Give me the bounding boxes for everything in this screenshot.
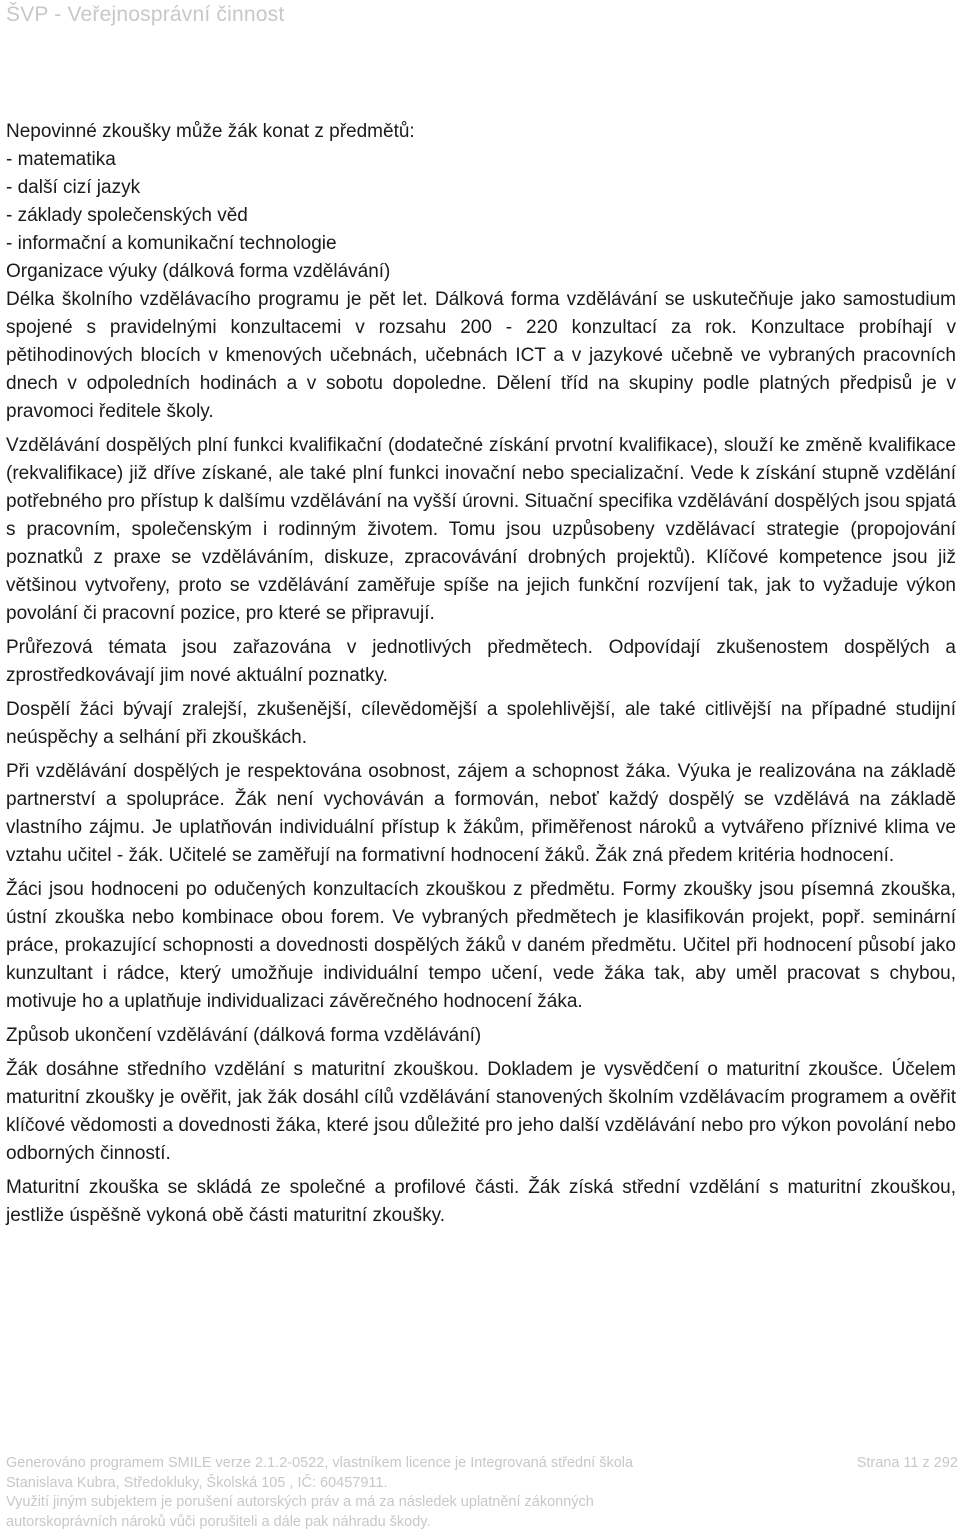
section-heading-completion: Způsob ukončení vzdělávání (dálková forma vzdělávání) — [6, 1025, 482, 1046]
paragraph-program-length: Délka školního vzdělávacího programu je pět let. Dálková forma vzdělávání se uskutečňuje jako samostudium spojené s pravidelnými konzultacemi v rozsahu 200 - 220 konzultací za rok. Konzultace probíhají v pětihodinových blocích v kmenových učebnách, učebnách ICT a v jazykové učebně ve vybraných pracovních dnech v odpoledních hodinách a v sobotu dopoledne. Dělení tříd na skupiny podle platných předpisů je v pravomoci ředitele školy. — [6, 289, 956, 422]
paragraph-exam-parts: Maturitní zkouška se skládá ze společné a profilové části. Žák získá střední vzdělání s maturitní zkouškou, jestliže úspěšně vykoná obě části maturitní zkoušky. — [6, 1177, 956, 1226]
footer-copyright-line: autorskoprávních nároků vůči porušiteli a dále pak náhradu škody. — [6, 1513, 431, 1530]
paragraph-cross-curricular: Průřezová témata jsou zařazována v jednotlivých předmětech. Odpovídají zkušenostem dospělých a zprostředkovávají jim nové aktuální poznatky. — [6, 637, 956, 686]
list-item-subject: - informační a komunikační technologie — [6, 233, 337, 254]
footer-generator-line: Generováno programem SMILE verze 2.1.2-0522, vlastníkem licence je Integrovaná střední škola — [6, 1455, 634, 1471]
list-item-subject: - matematika — [6, 149, 116, 170]
section-heading-organization: Organizace výuky (dálková forma vzdělávání) — [6, 261, 391, 282]
page-number: Strana 11 z 292 — [856, 1455, 958, 1471]
list-item-subject: - základy společenských věd — [6, 205, 248, 226]
document-footer — [6, 1454, 958, 1532]
paragraph-respect: Při vzdělávání dospělých je respektována osobnost, zájem a schopnost žáka. Výuka je realizována na základě partnerství a spolupráce. Žák není vychováván a formován, neboť každý dospělý se vzdělává na základě vlastního zájmu. Je uplatňován individuální přístup k žákům, přiměřenost nároků a vytvářeno příznivé klima ve vztahu učitel - žák. Učitelé se zaměřují na formativní hodnocení žáků. Žák zná předem kritéria hodnocení. — [6, 761, 956, 866]
paragraph-optional-exams: Nepovinné zkoušky může žák konat z předmětů: — [6, 121, 415, 142]
document-header-title: ŠVP - Veřejnosprávní činnost — [6, 3, 285, 26]
document-body — [6, 118, 956, 1230]
footer-copyright-line: Využití jiným subjektem je porušení autorských práv a má za následek uplatnění zákonných — [6, 1494, 594, 1510]
footer-school-line: Stanislava Kubra, Středokluky, Školská 105 , IČ: 60457911. — [6, 1474, 388, 1491]
paragraph-adult-education: Vzdělávání dospělých plní funkci kvalifikační (dodatečné získání prvotní kvalifikace), slouží ke změně kvalifikace (rekvalifikace) již dříve získané, ale také plní funkci inovační nebo specializační. Vede k získání stupně vzdělání potřebného pro přístup k dalšímu vzdělávání na vyšší úrovni. Situační specifika vzdělávání dospělých jsou spjatá s pracovním, společenským i rodinným životem. Tomu jsou uzpůsobeny vzdělávací strategie (propojování poznatků z praxe se vzděláváním, diskuze, zpracovávání drobných projektů). Klíčové kompetence jsou již většinou vytvořeny, proto se vzdělávání zaměřuje spíše na jejich funkční rozvíjení tak, jak to vyžaduje výkon povolání či pracovní pozice, pro které se připravují. — [6, 435, 956, 624]
paragraph-assessment: Žáci jsou hodnoceni po odučených konzultacích zkouškou z předmětu. Formy zkoušky jsou písemná zkouška, ústní zkouška nebo kombinace obou forem. Ve vybraných předmětech je klasifikován projekt, popř. seminární práce, prokazující schopnosti a dovednosti dospělých žáků v daném předmětu. Učitel při hodnocení působí jako kunzultant i rádce, který umožňuje individuální tempo učení, vede žáka tak, aby uměl pracovat s chybou, motivuje ho a uplatňuje individualizaci závěrečného hodnocení žáka. — [6, 879, 956, 1012]
paragraph-graduation: Žák dosáhne středního vzdělání s maturitní zkouškou. Dokladem je vysvědčení o maturitní zkoušce. Účelem maturitní zkoušky je ověřit, jak žák dosáhl cílů vzdělávání stanovených školním vzdělávacím programem a ověřit klíčové vědomosti a dovednosti žáka, které jsou důležité pro jeho další vzdělávání nebo pro výkon povolání nebo odborných činností. — [6, 1059, 956, 1164]
paragraph-adult-students: Dospělí žáci bývají zralejší, zkušenější, cílevědomější a spolehlivější, ale také citlivější na případné studijní neúspěchy a selhání při zkouškách. — [6, 699, 956, 748]
list-item-subject: - další cizí jazyk — [6, 177, 141, 198]
